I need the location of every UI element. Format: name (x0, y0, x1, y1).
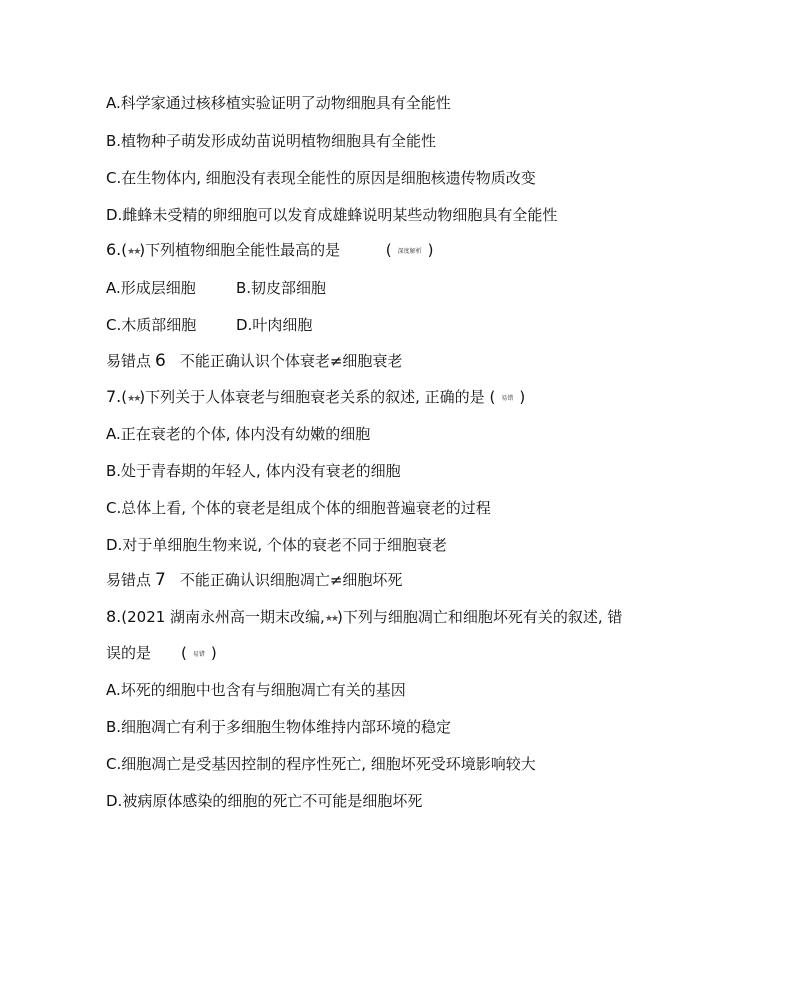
error-point-number: 6 (155, 351, 166, 371)
q8-number: 8. (106, 607, 122, 626)
q6-options-row-2 (106, 315, 312, 335)
q8-option-c: C.细胞凋亡是受基因控制的程序性死亡, 细胞坏死受环境影响较大 (106, 755, 536, 773)
q6-answer-paren: ( 深度解析 ) (386, 240, 434, 262)
q8-option-a: A.坏死的细胞中也含有与细胞凋亡有关的基因 (106, 681, 406, 699)
q8-option-d: D.被病原体感染的细胞的死亡不可能是细胞坏死 (106, 792, 423, 810)
difficulty-stars-icon: ★★ (324, 614, 337, 624)
error-point-text: 不能正确认识个体衰老≠细胞衰老 (179, 352, 403, 370)
q7-answer-paren: ( 易错 ) (489, 387, 525, 409)
q5-option-c: C.在生物体内, 细胞没有表现全能性的原因是细胞核遗传物质改变 (106, 169, 536, 187)
q6-option-b: B.韧皮部细胞 (236, 279, 327, 297)
q7-number: 7. (106, 387, 122, 406)
q7-option-a: A.正在衰老的个体, 体内没有幼嫩的细胞 (106, 425, 371, 443)
q8-option-b: B.细胞凋亡有利于多细胞生物体维持内部环境的稳定 (106, 718, 452, 736)
q6-option-c: C.木质部细胞 (106, 316, 197, 334)
q7-stem: 7.(★★)下列关于人体衰老与细胞衰老关系的叙述, 正确的是 ( 易错 ) (106, 387, 525, 409)
error-point-label: 易错点 (106, 571, 152, 589)
q8-answer-paren: ( 易错 ) (181, 643, 217, 665)
error-point-7-heading (106, 570, 402, 590)
q8-text-line-2: 误的是 (106, 644, 152, 662)
q8-tag: 易错 (192, 651, 205, 658)
q8-stem-line-2 (106, 643, 217, 665)
difficulty-stars-icon: ★★ (127, 247, 140, 257)
q5-option-d: D.雌蜂未受精的卵细胞可以发育成雄蜂说明某些动物细胞具有全能性 (106, 206, 558, 224)
q7-option-d: D.对于单细胞生物来说, 个体的衰老不同于细胞衰老 (106, 536, 447, 554)
q6-option-a: A.形成层细胞 (106, 279, 196, 297)
q5-option-b: B.植物种子萌发形成幼苗说明植物细胞具有全能性 (106, 132, 437, 150)
error-point-number: 7 (155, 570, 166, 590)
q6-option-d: D.叶肉细胞 (236, 316, 313, 334)
q7-option-c: C.总体上看, 个体的衰老是组成个体的细胞普遍衰老的过程 (106, 499, 491, 517)
q6-text: 下列植物细胞全能性最高的是 (145, 241, 341, 259)
difficulty-stars-icon: ★★ (127, 394, 140, 404)
q8-text-line-1: 下列与细胞凋亡和细胞坏死有关的叙述, 错 (342, 608, 623, 626)
q5-option-a: A.科学家通过核移植实验证明了动物细胞具有全能性 (106, 94, 451, 112)
q6-stem: 6.(★★)下列植物细胞全能性最高的是 ( 深度解析 ) (106, 240, 433, 262)
q6-number: 6. (106, 240, 122, 259)
error-point-label: 易错点 (106, 352, 152, 370)
error-point-text: 不能正确认识细胞凋亡≠细胞坏死 (179, 571, 403, 589)
q7-option-b: B.处于青春期的年轻人, 体内没有衰老的细胞 (106, 462, 401, 480)
q6-tag: 深度解析 (397, 248, 422, 255)
q8-stem-line-1: 8.(2021 湖南永州高一期末改编,★★)下列与细胞凋亡和细胞坏死有关的叙述, 错 (106, 607, 622, 629)
q6-options-row-1 (106, 278, 326, 298)
q7-tag: 易错 (501, 395, 514, 402)
q8-source: (2021 湖南永州高一期末改编, (121, 608, 325, 626)
q7-text: 下列关于人体衰老与细胞衰老关系的叙述, 正确的是 (145, 388, 485, 406)
error-point-6-heading (106, 351, 402, 371)
